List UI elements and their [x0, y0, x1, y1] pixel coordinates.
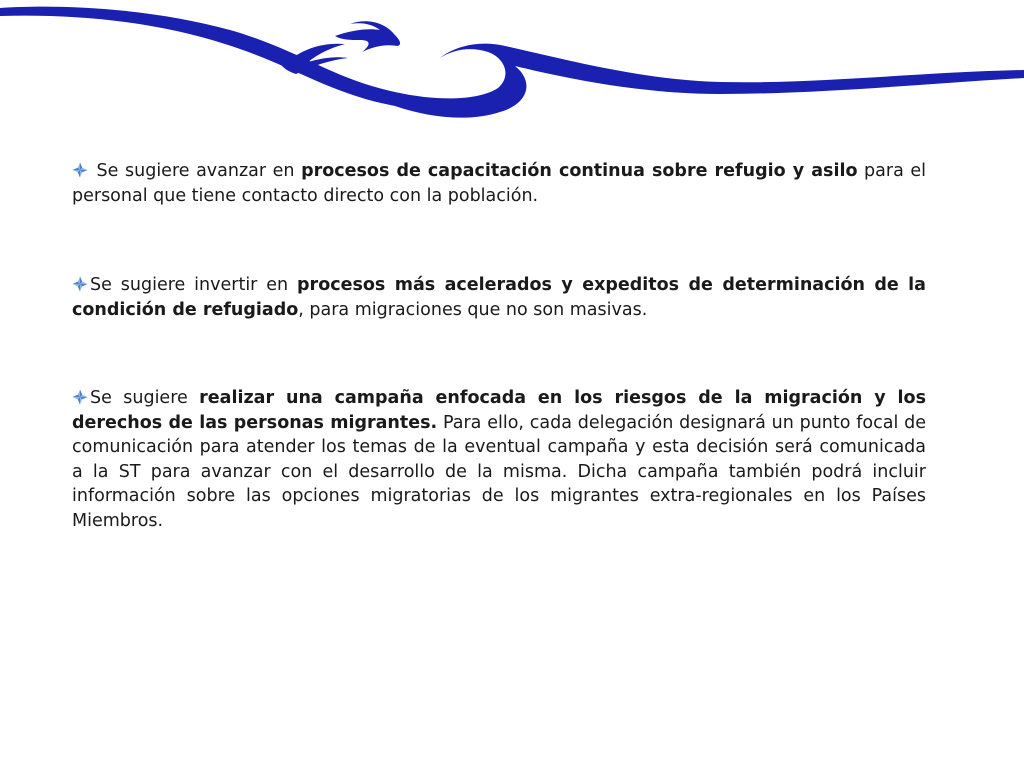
bullet-item	[72, 159, 926, 208]
bullet-text-pre: Se sugiere avanzar en	[90, 161, 302, 181]
diamond-bullet-icon	[72, 162, 88, 178]
diamond-bullet-icon	[72, 389, 88, 405]
bullet-item	[72, 386, 926, 533]
bullet-text-pre: Se sugiere	[90, 388, 200, 408]
bullet-text-post: para el personal que tiene contacto directo con la población.	[72, 161, 927, 206]
bullet-text-pre: Se sugiere invertir en	[90, 275, 298, 295]
bullet-text-post: Para ello, cada delegación designará un punto focal de comunicación para atender los temas de la eventual campaña y esta decisión será comunicada a la ST para avanzar con el desarrollo de la misma. Dicha campaña también podrá incluir información sobre las opciones migratorias de los migrantes extra-regionales en los Países Miembros.	[72, 412, 927, 531]
bullet-text-post: , para migraciones que no son masivas.	[298, 299, 648, 320]
bullet-text-bold: procesos más acelerados y expeditos de determinación de la condición de refugiado	[72, 275, 926, 320]
bullet-item	[72, 273, 926, 322]
bullet-text-bold: realizar una campaña enfocada en los riesgos de la migración y los derechos de las personas migrantes.	[72, 388, 926, 433]
bullet-text-bold: procesos de capacitación continua sobre refugio y asilo	[301, 161, 858, 181]
diamond-bullet-icon	[72, 276, 88, 292]
